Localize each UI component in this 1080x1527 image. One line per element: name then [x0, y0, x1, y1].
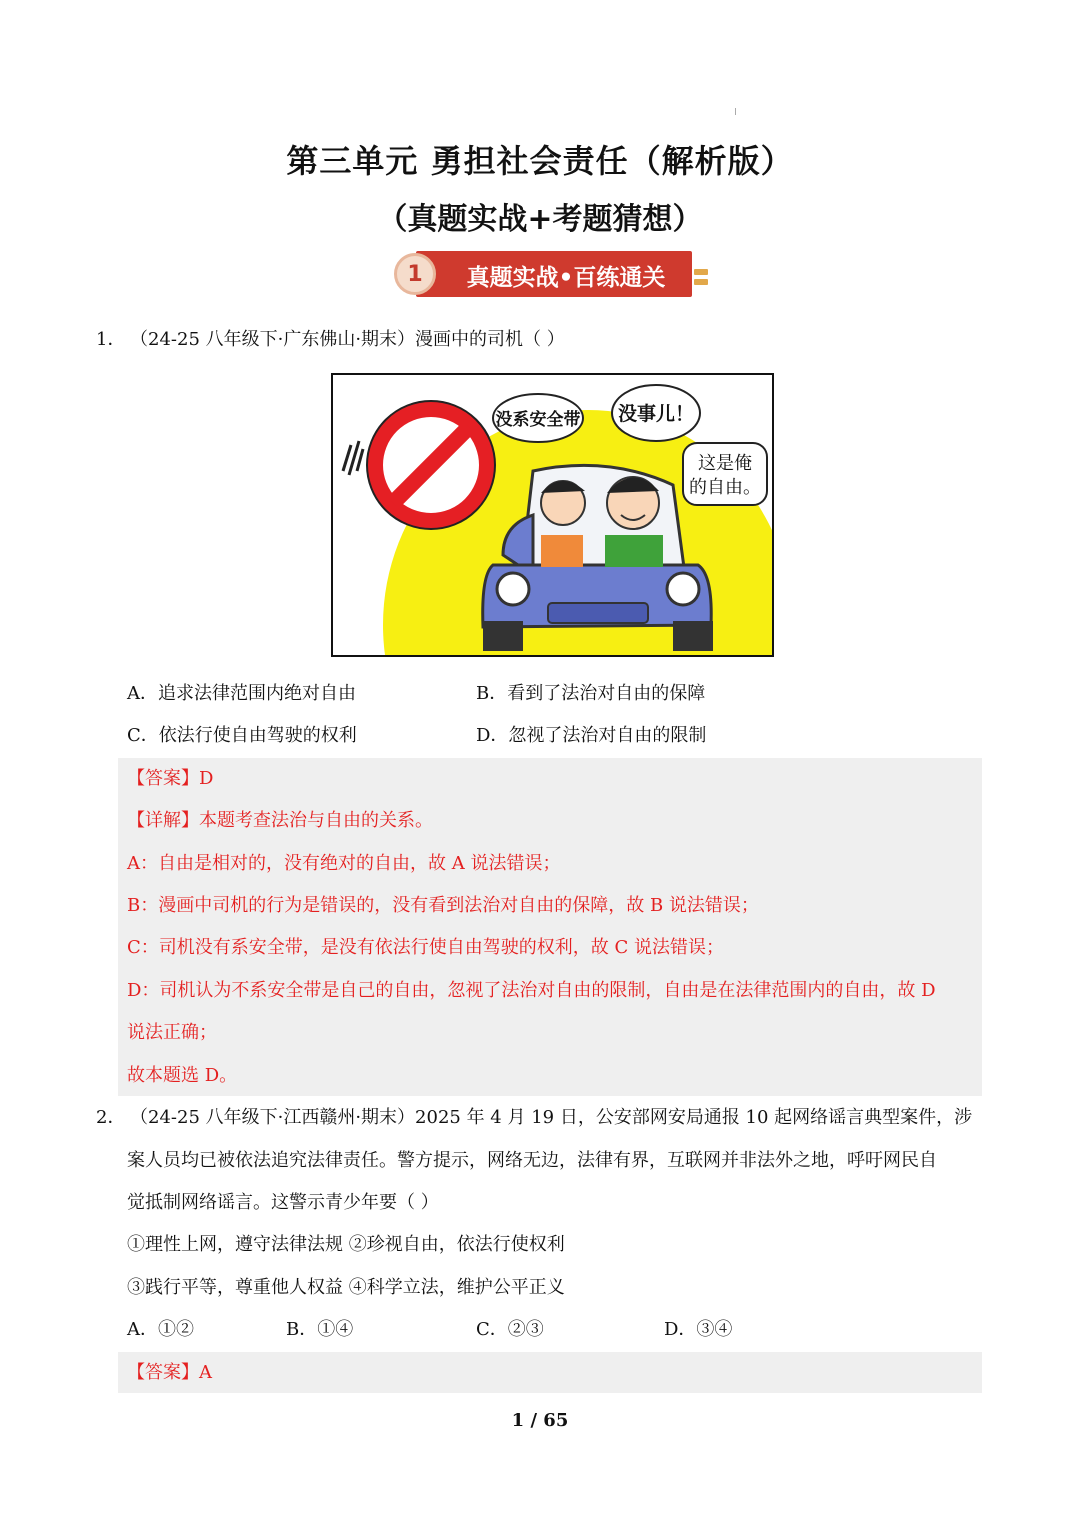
question-number: 2．	[96, 1107, 126, 1128]
page-number: 1 / 65	[511, 1410, 569, 1431]
analysis-line: 故本题选 D。	[127, 1065, 238, 1086]
question-stem: 觉抵制网络谣言。这警示青少年要（ ）	[127, 1192, 439, 1213]
section-banner	[394, 247, 714, 303]
analysis-line: 说法正确；	[127, 1022, 217, 1043]
option-d: D．忽视了法治对自由的限制	[476, 725, 707, 746]
answer-text: 【答案】D	[127, 768, 214, 789]
analysis-line: B：漫画中司机的行为是错误的，没有看到法治对自由的保障，故 B 说法错误；	[127, 895, 759, 916]
answer-text: 【答案】A	[127, 1362, 212, 1383]
option-b: B．①④	[286, 1319, 354, 1340]
analysis-line: 【详解】本题考查法治与自由的关系。	[127, 810, 433, 831]
page-mark	[735, 108, 736, 115]
option-c: C．②③	[476, 1319, 544, 1340]
analysis-line: C：司机没有系安全带，是没有依法行使自由驾驶的权利，故 C 说法错误；	[127, 937, 724, 958]
option-a: A．①②	[127, 1319, 194, 1340]
option-b: B．看到了法治对自由的保障	[476, 683, 706, 704]
question-stem: （24-25 八年级下·广东佛山·期末）漫画中的司机（ ）	[130, 329, 565, 350]
banner-decoration	[694, 269, 708, 275]
banner-number: 1	[394, 253, 436, 295]
bubble-text: 这是俺	[698, 453, 752, 474]
option-c: C．依法行使自由驾驶的权利	[127, 725, 357, 746]
statement-list: ①理性上网，遵守法律法规 ②珍视自由，依法行使权利	[127, 1234, 565, 1255]
no-sign-icon	[343, 401, 495, 529]
analysis-line: A：自由是相对的，没有绝对的自由，故 A 说法错误；	[127, 853, 561, 874]
bubble-text: 没系安全带	[495, 410, 581, 430]
question-number: 1．	[96, 329, 126, 350]
option-a: A．追求法律范围内绝对自由	[127, 683, 356, 704]
document-subtitle: （真题实战+考题猜想）	[377, 202, 703, 237]
bubble-text: 没事儿！	[617, 403, 695, 425]
question-stem: （24-25 八年级下·江西赣州·期末）2025 年 4 月 19 日，公安部网安局通报 10 起网络谣言典型案件，涉	[130, 1107, 973, 1128]
comic-image	[331, 373, 774, 657]
document-title: 第三单元 勇担社会责任（解析版）	[286, 142, 794, 180]
banner-label: 真题实战•百练通关	[466, 265, 666, 291]
statement-list: ③践行平等，尊重他人权益 ④科学立法，维护公平正义	[127, 1277, 565, 1298]
option-d: D．③④	[664, 1319, 733, 1340]
question-stem: 案人员均已被依法追究法律责任。警方提示，网络无边，法律有界，互联网并非法外之地，呼吁网民自	[127, 1150, 937, 1171]
comic-illustration	[333, 375, 772, 655]
banner-decoration	[694, 279, 708, 285]
bubble-text: 的自由。	[689, 477, 761, 498]
analysis-line: D：司机认为不系安全带是自己的自由，忽视了法治对自由的限制，自由是在法律范围内的自由，故 D	[127, 980, 936, 1001]
answer-panel	[118, 1352, 982, 1393]
